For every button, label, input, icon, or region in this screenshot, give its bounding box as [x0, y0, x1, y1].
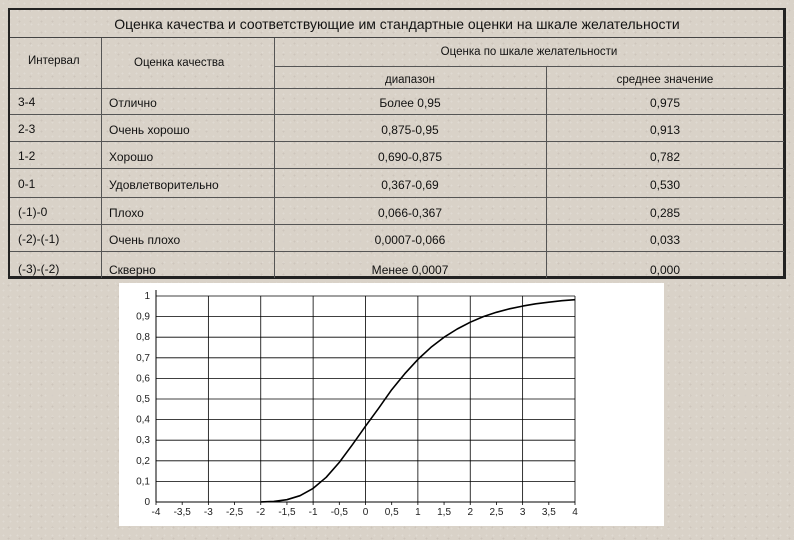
y-tick-label: 0: [144, 497, 150, 508]
x-tick-label: 2,5: [489, 507, 504, 518]
x-tick-label: -1,5: [278, 507, 296, 518]
x-tick-label: 1: [415, 507, 421, 518]
cell-quality: Скверно: [109, 263, 156, 277]
x-tick-label: 4: [572, 507, 578, 518]
x-tick-label: -0,5: [330, 507, 348, 518]
cell-mean: 0,975: [649, 96, 681, 110]
cell-quality: Очень плохо: [109, 233, 181, 247]
cell-interval: (-2)-(-1): [18, 232, 60, 246]
header-range: диапазон: [385, 74, 435, 86]
cell-mean: 0,530: [649, 178, 681, 192]
y-tick-label: 0,7: [136, 352, 150, 364]
row-divider: [10, 88, 784, 89]
row-divider: [10, 251, 784, 252]
cell-range: Менее 0,0007: [371, 263, 449, 277]
x-tick-label: -3: [203, 507, 213, 518]
cell-quality: Удовлетворительно: [109, 178, 219, 192]
y-tick-label: 0,4: [136, 414, 150, 426]
cell-quality: Очень хорошо: [109, 123, 190, 137]
col-divider: [101, 38, 102, 278]
x-tick-label: -4: [151, 507, 161, 518]
desirability-chart-svg: [119, 283, 664, 526]
cell-interval: 0-1: [18, 177, 36, 191]
cell-quality: Хорошо: [109, 150, 154, 164]
cell-mean: 0,000: [649, 263, 681, 277]
x-tick-label: -2: [256, 507, 266, 518]
x-tick-label: 3,5: [541, 507, 556, 518]
cell-quality: Отлично: [109, 96, 157, 110]
x-tick-label: 0,5: [384, 507, 399, 518]
y-tick-label: 0,2: [136, 455, 150, 467]
cell-range: 0,875-0,95: [381, 123, 439, 137]
cell-mean: 0,033: [649, 233, 681, 247]
cell-quality: Плохо: [109, 206, 144, 220]
x-tick-label: 3: [519, 507, 526, 518]
y-tick-label: 0,6: [136, 373, 150, 385]
cell-range: 0,690-0,875: [377, 150, 443, 164]
x-tick-label: 1,5: [437, 507, 452, 518]
cell-range: Более 0,95: [379, 96, 441, 110]
desirability-chart: [119, 283, 664, 526]
row-divider: [274, 66, 784, 67]
x-tick-label: -3,5: [173, 507, 191, 518]
cell-mean: 0,285: [649, 206, 681, 220]
header-mean: среднее значение: [616, 74, 714, 86]
y-tick-label: 0,1: [136, 476, 150, 488]
cell-interval: 1-2: [18, 149, 36, 163]
cell-range: 0,367-0,69: [381, 178, 439, 192]
y-tick-label: 0,8: [136, 332, 150, 344]
row-divider: [10, 197, 784, 198]
cell-mean: 0,913: [649, 123, 681, 137]
cell-range: 0,066-0,367: [377, 206, 443, 220]
row-divider: [10, 224, 784, 225]
row-divider: [10, 168, 784, 169]
desirability-table: [8, 8, 786, 279]
row-divider: [10, 114, 784, 115]
cell-interval: (-3)-(-2): [18, 262, 60, 276]
header-interval: Интервал: [28, 55, 80, 67]
header-quality: Оценка качества: [134, 57, 225, 69]
cell-interval: 2-3: [18, 122, 36, 136]
cell-interval: (-1)-0: [18, 205, 48, 219]
y-tick-label: 0,3: [136, 435, 150, 447]
row-divider: [10, 141, 784, 142]
y-tick-label: 0,5: [136, 394, 150, 405]
cell-mean: 0,782: [649, 150, 681, 164]
y-tick-label: 1: [144, 291, 150, 302]
x-tick-label: 0: [362, 507, 369, 518]
header-desirability: Оценка по шкале желательности: [440, 46, 618, 58]
x-tick-label: -2,5: [225, 507, 244, 518]
x-tick-label: -1: [308, 507, 318, 518]
x-tick-label: 2: [467, 507, 474, 518]
table-title: Оценка качества и соответствующие им стандартные оценки на шкале желательности: [10, 10, 784, 38]
cell-interval: 3-4: [18, 95, 36, 109]
y-tick-label: 0,9: [136, 311, 150, 323]
cell-range: 0,0007-0,066: [374, 233, 446, 247]
